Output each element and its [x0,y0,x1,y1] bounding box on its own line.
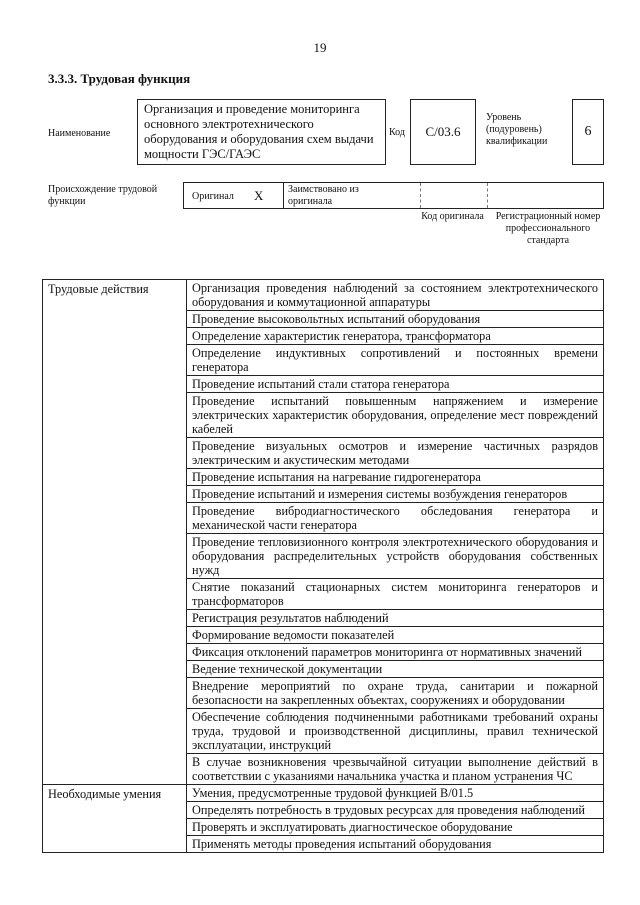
reg-number-caption: Регистрационный номер профессионального стандарта [495,211,601,246]
labor-action-item: Проведение высоковольтных испытаний оборудования [187,311,604,328]
labor-action-label: Трудовые действия [43,280,187,785]
name-label: Наименование [48,128,111,139]
labor-action-item: В случае возникновения чрезвычайной ситуации выполнение действий в соответствии с указаниями начальника участка и планом устранения ЧС [187,754,604,785]
labor-action-item: Проведение испытаний стали статора генератора [187,376,604,393]
page-number: 19 [313,40,327,55]
skill-item: Определять потребность в трудовых ресурсах для проведения наблюдений [187,802,604,819]
skill-item: Проверять и эксплуатировать диагностическое оборудование [187,819,604,836]
origin-box [183,182,604,209]
code-label: Код [389,127,405,138]
labor-action-item: Фиксация отклонений параметров мониторинга от нормативных значений [187,644,604,661]
labor-action-item: Проведение испытаний и измерения системы возбуждения генераторов [187,486,604,503]
borrowed-label: Заимствовано из оригинала [288,184,359,207]
skill-item: Применять методы проведения испытаний оборудования [187,836,604,853]
function-table [42,279,604,853]
labor-action-item: Проведение испытания на нагревание гидрогенератора [187,469,604,486]
section-title: 3.3.3. Трудовая функция [48,71,191,86]
level-label: Уровень (подуровень) квалификации [486,112,548,147]
function-code-box: С/03.6 [410,99,476,165]
level-box: 6 [572,99,604,165]
function-name-box: Организация и проведение мониторинга основного электротехнического оборудования и оборудования схем выдачи мощности ГЭС/ГАЭС [137,99,386,165]
labor-action-item: Снятие показаний стационарных систем мониторинга генераторов и трансформаторов [187,579,604,610]
origin-divider-dashed [487,183,488,208]
original-mark: X [254,188,264,203]
labor-action-item: Проведение вибродиагностического обследования генератора и механической части генератора [187,503,604,534]
skill-item: Умения, предусмотренные трудовой функцией В/01.5 [187,785,604,802]
labor-action-item: Определение характеристик генератора, трансформатора [187,328,604,345]
labor-action-item: Проведение тепловизионного контроля электротехнического оборудования и оборудования распределительных устройств оборудования собственных нужд [187,534,604,579]
labor-action-item: Ведение технической документации [187,661,604,678]
labor-action-row [43,280,604,311]
labor-action-item: Проведение испытаний повышенным напряжением и измерение электрических характеристик оборудования, определение мест повреждений кабелей [187,393,604,438]
origin-divider-dashed [420,183,421,208]
labor-action-item: Внедрение мероприятий по охране труда, санитарии и пожарной безопасности на закрепленных объектах, сооружениях и оборудовании [187,678,604,709]
original-label: Оригинал [192,191,234,202]
origin-label: Происхождение трудовой функции [48,184,158,207]
labor-action-item: Проведение визуальных осмотров и измерение частичных разрядов электрическим и акустическим методами [187,438,604,469]
origin-divider [283,183,284,208]
labor-action-item: Обеспечение соблюдения подчиненными работниками требований охраны труда, трудовой и производственной дисциплины, правил технической эксплуатации, инструкций [187,709,604,754]
labor-action-item: Регистрация результатов наблюдений [187,610,604,627]
labor-action-item: Организация проведения наблюдений за состоянием электротехнического оборудования и коммутационной аппаратуры [187,280,604,311]
labor-action-item: Формирование ведомости показателей [187,627,604,644]
skill-row [43,785,604,802]
code-original-caption: Код оригинала [421,211,484,222]
labor-action-item: Определение индуктивных сопротивлений и постоянных времени генератора [187,345,604,376]
skill-label: Необходимые умения [43,785,187,853]
